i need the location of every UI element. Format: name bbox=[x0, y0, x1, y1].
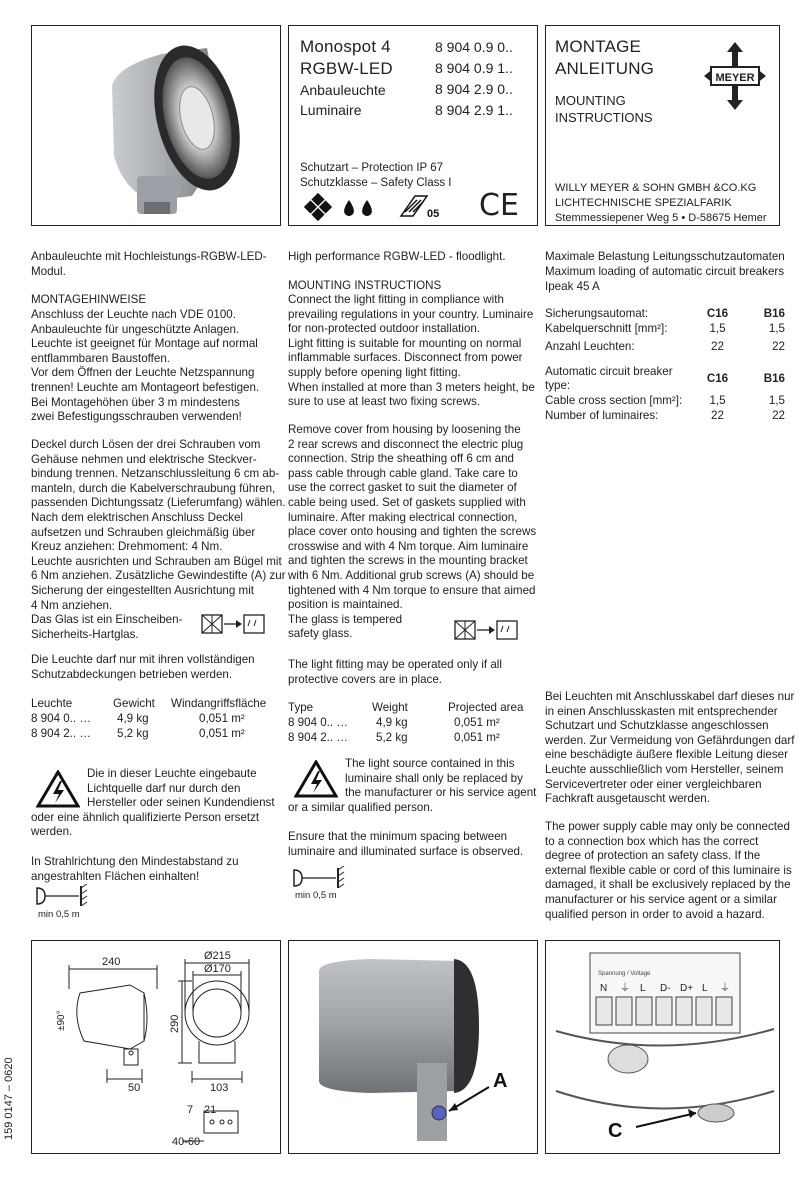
dim-tilt: ±90° bbox=[56, 1010, 67, 1031]
mounting-de: Anbauleuchte bbox=[300, 82, 386, 98]
de-paragraph-1: Anschluss der Leuchte nach VDE 0100. Anbauleuchte für ungeschützte Anlagen. Leuchte ist geeignet für Montage auf normal entflammbaren Baustoffen. Vor dem Öffnen der Leuchte Netzspannung trennen! Leuchte am Montageort befestigen. Bei Montagehöhen über 3 m mindestens zwei Befestigungsschrauben verwenden! bbox=[31, 308, 260, 424]
terminal-label: N bbox=[600, 983, 608, 994]
table-cell: 1,5 bbox=[709, 322, 726, 335]
ce-mark: CE bbox=[479, 188, 519, 223]
dim-base: 50 bbox=[128, 1082, 141, 1094]
table-cell: Anzahl Leuchten: bbox=[545, 340, 635, 353]
table-cell: 1,5 bbox=[709, 394, 726, 407]
warning-line: Hersteller oder seinen Kundendienst bbox=[87, 796, 275, 810]
table-cell: 8 904 2.. … bbox=[288, 731, 348, 744]
table-row bbox=[288, 701, 538, 716]
de-weight-table bbox=[31, 697, 281, 742]
min-distance-icon bbox=[290, 866, 350, 888]
table-cell: 0,051 m² bbox=[454, 731, 500, 744]
table-cell: 8 904 2.. … bbox=[31, 727, 91, 740]
water-drops-icon bbox=[341, 198, 377, 218]
table-row bbox=[288, 731, 538, 746]
en-weight-table bbox=[288, 701, 538, 746]
table-cell: 22 bbox=[711, 340, 724, 353]
breaker-ipeak: Ipeak 45 A bbox=[545, 280, 600, 293]
table-row bbox=[31, 697, 281, 712]
de-paragraph-3: Die Leuchte darf nur mit ihren vollständigen Schutzabdeckungen betrieben werden. bbox=[31, 653, 255, 681]
de-spacing-note: In Strahlrichtung den Mindestabstand zu angestrahlten Flächen einhalten! bbox=[31, 855, 239, 883]
dim-d215: Ø215 bbox=[204, 950, 231, 962]
bracket-photo bbox=[289, 941, 537, 1153]
table-cell: Number of luminaires: bbox=[545, 409, 659, 422]
safety-class: Schutzklasse – Safety Class I bbox=[300, 177, 452, 189]
table-cell: Cable cross section [mm²]: bbox=[545, 394, 683, 407]
table-row bbox=[545, 365, 785, 394]
warning-line: Die in dieser Leuchte eingebaute bbox=[87, 767, 257, 780]
article-number-1: 8 904 0.9 0.. bbox=[435, 39, 513, 55]
table-cell: C16 bbox=[706, 307, 729, 320]
table-row bbox=[545, 394, 785, 409]
en-min-distance: min 0,5 m bbox=[295, 890, 337, 901]
enec-mark-icon bbox=[397, 192, 453, 222]
terminal-header: Spannung / Voltage bbox=[598, 971, 651, 977]
warning-line: luminaire shall only be replaced by bbox=[345, 771, 523, 785]
cable-note-de: Bei Leuchten mit Anschlusskabel darf dieses nur in einen Anschlusskasten mit entsprechender Schutzart und Schutzklasse angeschlossen werden. Zur Vermeidung von Gefährdungen darf eine beschädigte äußere flexible Leitung dieser Leuchte ausschließlich vom Hersteller, seinem Servicevertreter oder einer vergleichbaren Fachkraft ausgetauscht werden. bbox=[545, 690, 795, 806]
breaker-table-de bbox=[545, 307, 785, 355]
product-info-box bbox=[288, 25, 538, 226]
table-cell: 22 bbox=[772, 340, 785, 353]
table-cell: 1,5 bbox=[768, 394, 785, 407]
dim-7: 7 bbox=[187, 1104, 194, 1116]
table-header: Type bbox=[288, 701, 314, 714]
terminal-photo-box bbox=[545, 940, 780, 1154]
de-intro: Anbauleuchte mit Hochleistungs-RGBW-LED- Modul. bbox=[31, 250, 267, 278]
table-row bbox=[545, 307, 785, 322]
en-paragraph-1: Connect the light fitting in compliance with prevailing regulations in your country. Luminaire for non-protected outdoor installation. Light fitting is suitable for mounting on normal inflammable surfaces. Disconnect from power supply before opening light fitting. When installed at more than 3 meters height, be sure to use at least two fixing screws. bbox=[288, 293, 535, 409]
table-row bbox=[288, 716, 538, 731]
terminal-label: L bbox=[702, 983, 708, 994]
terminal-label: D- bbox=[660, 983, 671, 994]
table-header: Weight bbox=[372, 701, 408, 714]
protection-rating: Schutzart – Protection IP 67 bbox=[300, 162, 443, 174]
terminal-label: D+ bbox=[680, 983, 694, 994]
table-cell: 0,051 m² bbox=[454, 716, 500, 729]
table-cell: 22 bbox=[711, 409, 724, 422]
min-distance-icon bbox=[33, 884, 93, 906]
article-number-2: 8 904 0.9 1.. bbox=[435, 60, 513, 76]
article-number-4: 8 904 2.9 1.. bbox=[435, 102, 513, 118]
spotlight-photo bbox=[32, 26, 280, 225]
table-header: Gewicht bbox=[113, 697, 155, 710]
warning-line: oder eine ähnlich qualifizierte Person ersetzt bbox=[31, 810, 260, 824]
dim-height: 290 bbox=[169, 1014, 181, 1033]
glass-replace-icon bbox=[200, 612, 266, 636]
table-row bbox=[545, 337, 785, 355]
warning-line: Lichtquelle darf nur durch den bbox=[87, 781, 241, 795]
dim-width: 240 bbox=[102, 956, 121, 968]
table-cell: C16 bbox=[706, 372, 729, 385]
bracket-photo-box bbox=[288, 940, 538, 1154]
table-cell: 8 904 0.. … bbox=[288, 716, 348, 729]
warning-line: the manufacturer or his service agent bbox=[345, 786, 537, 800]
company-sub: LICHTECHNISCHE SPEZIALFARIK bbox=[555, 197, 732, 209]
terminal-label: L bbox=[640, 983, 646, 994]
product-photo-box bbox=[31, 25, 281, 226]
table-row bbox=[31, 727, 281, 742]
table-cell: 0,051 m² bbox=[199, 712, 245, 725]
en-intro: High performance RGBW-LED - floodlight. bbox=[288, 250, 506, 263]
de-paragraph-2: Deckel durch Lösen der drei Schrauben vom Gehäuse nehmen und elektrische Steckver- bindung trennen. Netzanschlussleitung 6 cm ab- manteln, durch die Kabelverschraubung führen, passenden Dichtungssatz (Lieferumfang) wählen. Nach dem elektrischen Anschluss Deckel aufsetzen und Schrauben gleichmäßig über Kreuz anziehen: Drehmoment: 4 Nm. Leuchte ausrichten und Schrauben am Bügel mit 6 Nm anziehen. Zusätzliche Gewindestifte (A) zur Sicherung der eingestellten Ausrichtung mit 4 Nm anziehen. Das Glas ist ein Einscheiben- Sicherheits-Hartglas. bbox=[31, 438, 286, 641]
breaker-table-en bbox=[545, 365, 785, 424]
mounting-en: Luminaire bbox=[300, 102, 362, 118]
glass-replace-icon bbox=[453, 618, 519, 642]
table-cell: 4,9 kg bbox=[117, 712, 149, 725]
de-warning-text bbox=[31, 767, 275, 840]
de-min-distance: min 0,5 m bbox=[38, 909, 80, 920]
table-cell: 22 bbox=[772, 409, 785, 422]
warning-line: or a similar qualified person. bbox=[288, 800, 433, 814]
dim-d170: Ø170 bbox=[204, 963, 231, 975]
title-box bbox=[545, 25, 780, 226]
breaker-heading-de: Maximale Belastung Leitungsschutzautomaten bbox=[545, 250, 785, 263]
title-en-2: INSTRUCTIONS bbox=[555, 110, 653, 125]
terminal-label: ⏚ bbox=[620, 983, 630, 994]
dimension-drawing bbox=[32, 941, 280, 1153]
en-spacing-note: Ensure that the minimum spacing between luminaire and illuminated surface is observed. bbox=[288, 830, 524, 858]
en-warning-text bbox=[288, 757, 536, 815]
de-heading: MONTAGEHINWEISE bbox=[31, 293, 147, 306]
table-row bbox=[545, 322, 785, 337]
table-cell: Automatic circuit breaker type: bbox=[545, 365, 673, 392]
terminal-photo bbox=[546, 941, 779, 1153]
dimension-drawing-box bbox=[31, 940, 281, 1154]
table-cell: Sicherungsautomat: bbox=[545, 307, 649, 320]
dim-21: 21 bbox=[204, 1104, 217, 1116]
dust-proof-icon bbox=[303, 192, 333, 222]
table-header: Leuchte bbox=[31, 697, 73, 710]
breaker-heading-en: Maximum loading of automatic circuit breakers bbox=[545, 265, 785, 278]
cable-note-en: The power supply cable may only be connected to a connection box which has the correct degree of protection an safety class. If the external flexible cable or cord of this luminaire is damaged, it shall be exclusively replaced by the manufacturer or his service agent or a similar qualified person in order to avoid a hazard. bbox=[545, 820, 792, 921]
en-heading: MOUNTING INSTRUCTIONS bbox=[288, 279, 442, 292]
en-paragraph-3: The light fitting may be operated only if all protective covers are in place. bbox=[288, 658, 502, 686]
table-header: Projected area bbox=[448, 701, 524, 714]
logo-text: MEYER bbox=[715, 72, 755, 84]
table-cell: 1,5 bbox=[768, 322, 785, 335]
table-cell: 5,2 kg bbox=[376, 731, 408, 744]
dim-40-60: 40-60 bbox=[172, 1136, 201, 1148]
company-name: WILLY MEYER & SOHN GMBH &CO.KG bbox=[555, 182, 757, 194]
company-address: Stemmessiepener Weg 5 • D-58675 Hemer bbox=[555, 212, 767, 224]
title-en-1: MOUNTING bbox=[555, 93, 626, 108]
table-header: Windangriffsfläche bbox=[171, 697, 267, 710]
en-paragraph-2: Remove cover from housing by loosening the 2 rear screws and disconnect the electric plug connection. Strip the sheathing off 6 cm and pass cable through cable gland. Take care to use the correct gasket to suit the diameter of cable being used. Set of gaskets supplied with luminaire. After making electrical connection, place cover onto housing and tighten the screws crosswise and with 4 Nm torque. Aim luminaire and tighten the screws in the mounting bracket with 6 Nm. Additional grub screws (A) should be tightened with 4 Nm torque to ensure that aimed position is maintained. The glass is tempered safety glass. bbox=[288, 423, 537, 641]
table-cell: 8 904 0.. … bbox=[31, 712, 91, 725]
article-number-3: 8 904 2.9 0.. bbox=[435, 81, 513, 97]
enec-number: 05 bbox=[427, 208, 440, 220]
document-number: 159 0147 – 0620 bbox=[3, 1057, 15, 1140]
warning-line: werden. bbox=[31, 825, 73, 839]
product-type: RGBW-LED bbox=[300, 59, 393, 78]
table-cell: 4,9 kg bbox=[376, 716, 408, 729]
table-cell: 5,2 kg bbox=[117, 727, 149, 740]
title-de-1: MONTAGE bbox=[555, 37, 642, 56]
warning-line: The light source contained in this bbox=[345, 757, 515, 770]
table-cell: Kabelquerschnitt [mm²]: bbox=[545, 322, 668, 335]
table-cell: 0,051 m² bbox=[199, 727, 245, 740]
label-a: A bbox=[493, 1070, 508, 1092]
table-row bbox=[31, 712, 281, 727]
table-cell: B16 bbox=[763, 307, 785, 320]
meyer-logo-icon bbox=[702, 40, 768, 112]
table-cell: B16 bbox=[763, 372, 785, 385]
dim-bracket: 103 bbox=[210, 1082, 229, 1094]
table-row bbox=[545, 409, 785, 424]
terminal-label: ⏚ bbox=[720, 983, 730, 994]
product-name: Monospot 4 bbox=[300, 37, 391, 56]
label-c: C bbox=[608, 1120, 623, 1142]
title-de-2: ANLEITUNG bbox=[555, 59, 655, 78]
